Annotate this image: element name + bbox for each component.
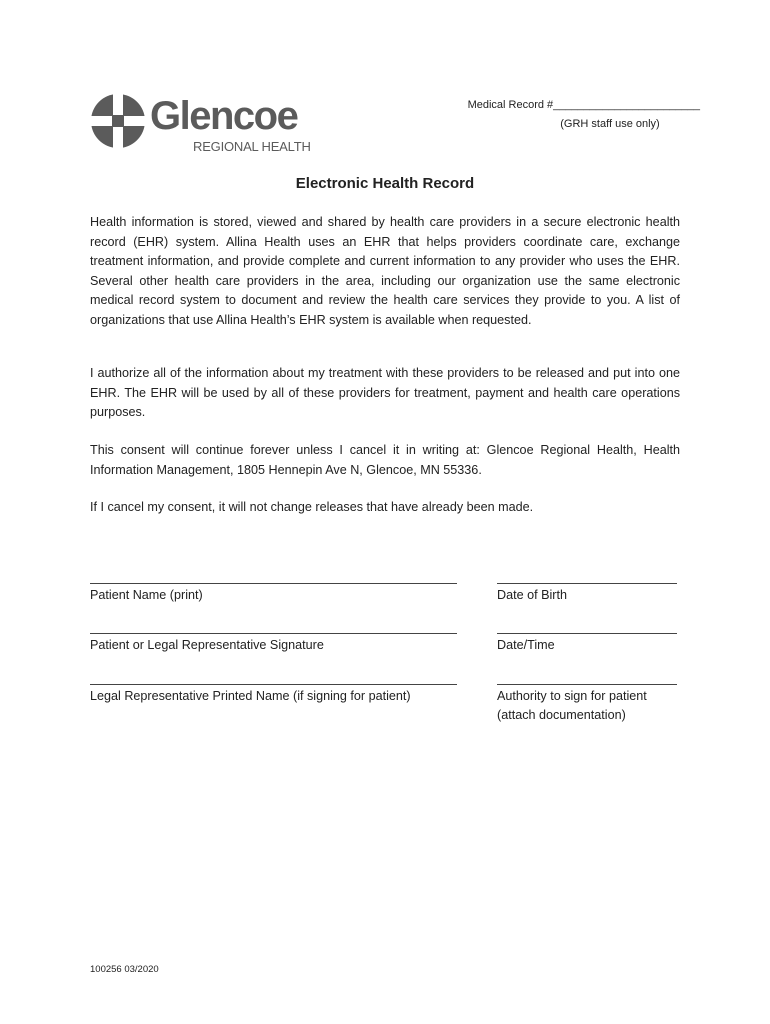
date-of-birth-label: Date of Birth [497, 588, 567, 602]
authority-line[interactable] [497, 684, 677, 685]
paragraph-ehr-description: Health information is stored, viewed and shared by health care providers in a secure electronic health record (EHR) system. Allina Health uses an EHR that helps providers coordinate care, exchange treatment information, and provide complete and current information to any provider who uses the EHR. Several other health care providers in the area, including our organization use the same electronic medical record system to document and review the health care services they provide to you. A list of organizations that use Allina Health’s EHR system is available when requested. [90, 215, 680, 327]
rep-printed-name-label: Legal Representative Printed Name (if signing for patient) [90, 689, 411, 703]
cross-emblem-icon [90, 92, 146, 150]
logo-tagline: REGIONAL HEALTH [193, 139, 311, 154]
medical-record-field[interactable]: Medical Record #________________________ [467, 99, 700, 111]
staff-use-note: (GRH staff use only) [560, 118, 660, 130]
patient-name-line[interactable] [90, 583, 457, 584]
authority-label: Authority to sign for patient [497, 689, 647, 703]
glencoe-logo [90, 92, 320, 158]
date-of-birth-line[interactable] [497, 583, 677, 584]
date-time-line[interactable] [497, 633, 677, 634]
paragraph-consent-duration: This consent will continue forever unless I cancel it in writing at: Glencoe Regional Health, Health Information Management, 1805 Hennepin Ave N, Glencoe, MN 55336. [90, 443, 680, 477]
paragraph-authorization: I authorize all of the information about my treatment with these providers to be released and put into one EHR. The EHR will be used by all of these providers for treatment, payment and health care operations purposes. [90, 366, 680, 419]
date-time-label: Date/Time [497, 638, 555, 652]
rep-printed-name-line[interactable] [90, 684, 457, 685]
signature-line[interactable] [90, 633, 457, 634]
paragraph-cancel-consent: If I cancel my consent, it will not change releases that have already been made. [90, 500, 534, 514]
logo-name: Glencoe [150, 94, 298, 138]
signature-label: Patient or Legal Representative Signature [90, 638, 324, 652]
document-title: Electronic Health Record [295, 175, 475, 192]
authority-note: (attach documentation) [497, 708, 626, 722]
form-number: 100256 03/2020 [90, 964, 159, 975]
patient-name-label: Patient Name (print) [90, 588, 203, 602]
